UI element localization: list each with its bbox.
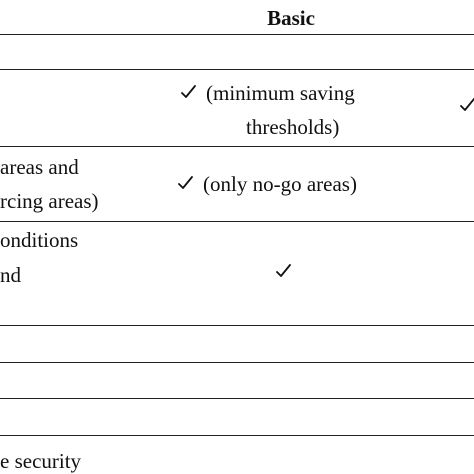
table-rule	[0, 221, 474, 222]
table-rule	[0, 146, 474, 147]
table-rule	[0, 34, 474, 35]
table-cell-basic-row3	[276, 260, 291, 284]
table-cell-basic-row1	[181, 81, 355, 105]
check-icon	[460, 98, 474, 112]
table-rule	[0, 435, 474, 436]
table-rule	[0, 362, 474, 363]
check-icon	[181, 85, 196, 99]
cell-text-line2: thresholds)	[246, 115, 340, 139]
table-cell-next-col-row1	[460, 94, 474, 118]
row-label-line2: rcing areas)	[0, 189, 99, 213]
row-label-line1: areas and	[0, 155, 79, 179]
column-header-basic: Basic	[267, 6, 315, 30]
cell-text: (only no-go areas)	[203, 172, 357, 196]
table-rule	[0, 398, 474, 399]
check-icon	[178, 176, 193, 190]
table-rule	[0, 325, 474, 326]
row-label-line2: nd	[0, 263, 21, 287]
check-icon	[276, 264, 291, 278]
row-label-line1: onditions	[0, 228, 79, 252]
table-cell-basic-row2	[178, 172, 357, 196]
row-label-line1: e security	[0, 449, 82, 473]
table-rule	[0, 69, 474, 70]
cell-text: (minimum saving	[206, 81, 355, 105]
